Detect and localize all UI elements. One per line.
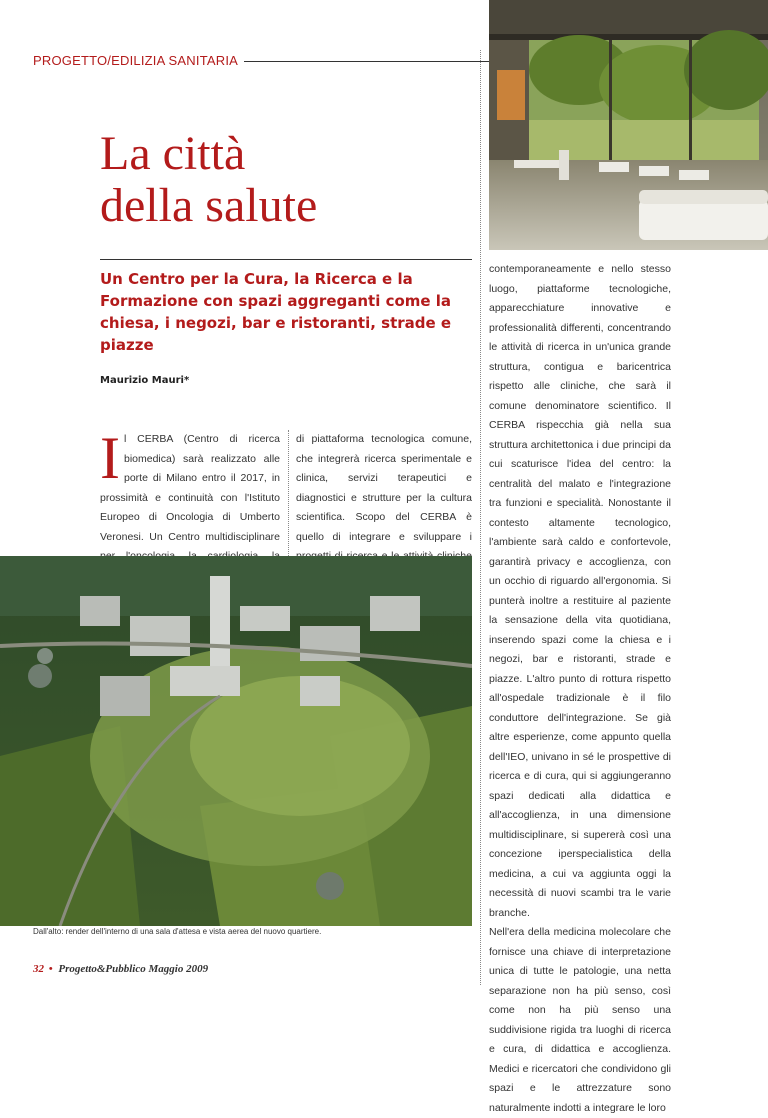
article-author: Maurizio Mauri* xyxy=(100,375,190,386)
page-footer xyxy=(33,963,208,975)
section-label: PROGETTO/EDILIZIA SANITARIA xyxy=(33,53,239,68)
drop-cap: I xyxy=(100,425,120,491)
column-divider xyxy=(288,430,289,556)
aerial-view-photo xyxy=(0,556,472,926)
article-subtitle: Un Centro per la Cura, la Ricerca e la Formazione con spazi aggreganti come la chiesa, i negozi, bar e ristoranti, strade e piazze xyxy=(100,270,452,354)
title-rule xyxy=(100,259,472,260)
magazine-issue: Progetto&Pubblico Maggio 2009 xyxy=(58,963,209,975)
body-column-1-text: l CERBA (Centro di ricerca biomedica) sarà realizzato alle porte di Milano entro il 2017, in prossimità e continuità con l'Istituto Europeo di Oncologia di Umberto Veronesi. Un Centro multidisciplinare xyxy=(100,433,280,543)
body-column-3-paragraph-1: contemporaneamente e nello stesso luogo, piattaforme tecnologiche, apparecchiature innovative e professionalità differenti, concentrando le attività di ricerca in un'unica grande struttura, contigua e baricentrica rispetto alle cliniche, che sarà il comune denominatore scientifico. Il CERBA rispecchia già nella sua struttura architettonica i due principi da cui scaturisce l'idea del centro: la centralità del malato e l'integrazione tra funzioni e specialità. Nonostante il contesto altamente tecnologico, l'ambiente sarà caldo e confortevole, garantirà privacy e accoglienza, con un occhio di riguardo all'ergonomia. Si punterà inoltre a restituire al paziente la sensazione della vita quotidiana, inserendo spazi come la chiesa e i negozi, bar e ristoranti, strade e piazze. L'altro punto di rottura rispetto all'ospedale tradizionale è il filo conduttore dell'integrazione. Se già altre esperienze, come appunto quella dell'IEO, univano in sé le prospettive di ricerca e di cura, qui si aggiungeranno spazi dedicati alla didattica e all'accoglienza, in una dimensione multidisciplinare, si supererà così una concezione iperspecialistica della medicina, a cui va aggiunta oggi la necessità di nuovi scambi tra le varie branche. xyxy=(489,263,671,919)
body-column-3 xyxy=(489,260,671,1118)
photo-caption: Dall'alto: render dell'interno di una sala d'attesa e vista aerea del nuovo quartiere. xyxy=(33,927,322,936)
article-title xyxy=(100,128,490,232)
title-line-2: della salute xyxy=(100,179,318,232)
body-column-3-paragraph-2: Nell'era della medicina molecolare che fornisce una chiave di interpretazione unica di tutte le patologie, una netta separazione non ha più senso, così come non ha più senso una suddivisione rigida tra luoghi di ricerca e cura, di didattica e accoglienza. Medici e ricercatori che condividono gli spazi e le attrezzature sono naturalmente indotti a integrare le loro xyxy=(489,926,671,1114)
section-rule xyxy=(244,61,489,62)
page-number: 32 xyxy=(33,963,44,975)
body-column-2: di piattaforma tecnologica comune, che integrerà ricerca sperimentale e clinica, servizi terapeutici e diagnostici e strutture per la cultura scientifica. Scopo del CERBA è quello di integrare e sviluppare i xyxy=(296,433,472,543)
footer-bullet: • xyxy=(48,963,53,975)
title-line-1: La città xyxy=(100,127,246,180)
interior-render-photo xyxy=(489,0,768,250)
column-divider xyxy=(480,50,481,985)
